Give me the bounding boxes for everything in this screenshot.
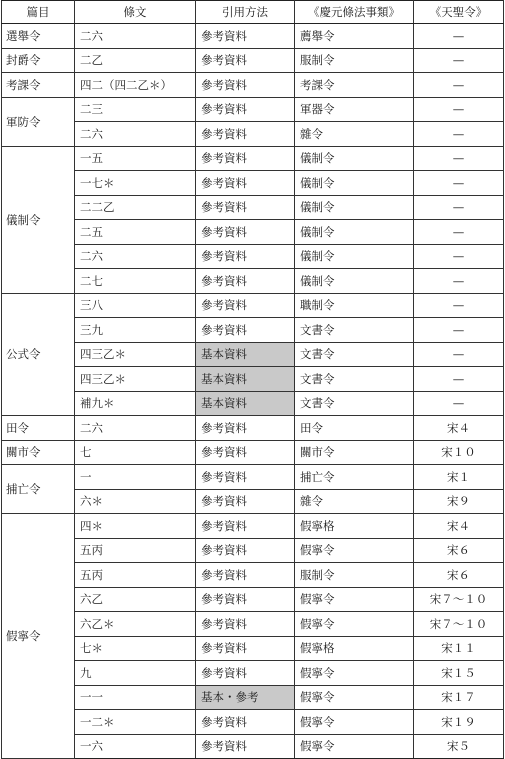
tiansheng-cell: 宋５ [414, 734, 504, 759]
tiansheng-cell: 宋１０ [414, 440, 504, 465]
table-row [2, 146, 504, 171]
article-cell: 二乙 [75, 48, 196, 73]
chapter-name: 儀制令 [2, 146, 75, 293]
chapter-name: 選舉令 [2, 24, 75, 49]
citation-method-cell: 參考資料 [196, 269, 295, 294]
citation-method-cell: 參考資料 [196, 195, 295, 220]
article-cell: 四三乙＊ [75, 342, 196, 367]
table-row [2, 195, 504, 220]
chapter-name: 軍防令 [2, 97, 75, 146]
qingyuan-cell: 假寧格 [295, 514, 414, 539]
qingyuan-cell: 儀制令 [295, 171, 414, 196]
qingyuan-cell: 軍器令 [295, 97, 414, 122]
tiansheng-cell: 宋１９ [414, 710, 504, 735]
qingyuan-cell: 假寧令 [295, 612, 414, 637]
table-row [2, 73, 504, 98]
qingyuan-cell: 文書令 [295, 367, 414, 392]
table-row [2, 563, 504, 588]
article-cell: 四＊ [75, 514, 196, 539]
citation-method-cell: 基本・參考 [196, 685, 295, 710]
citation-method-cell: 參考資料 [196, 48, 295, 73]
table-row [2, 318, 504, 343]
citation-method-cell: 參考資料 [196, 538, 295, 563]
header-citation-method: 引用方法 [196, 1, 295, 24]
qingyuan-cell: 儀制令 [295, 195, 414, 220]
tiansheng-cell: — [414, 220, 504, 245]
tiansheng-cell: 宋６ [414, 538, 504, 563]
qingyuan-cell: 假寧格 [295, 636, 414, 661]
citation-method-cell: 參考資料 [196, 612, 295, 637]
qingyuan-cell: 職制令 [295, 293, 414, 318]
article-cell: 一五 [75, 146, 196, 171]
qingyuan-cell: 假寧令 [295, 587, 414, 612]
table-row [2, 489, 504, 514]
article-cell: 二三 [75, 97, 196, 122]
table-row [2, 171, 504, 196]
citation-method-cell: 參考資料 [196, 24, 295, 49]
tiansheng-cell: 宋１１ [414, 636, 504, 661]
citation-method-cell: 基本資料 [196, 342, 295, 367]
article-cell: 三八 [75, 293, 196, 318]
tiansheng-cell: 宋４ [414, 416, 504, 441]
tiansheng-cell: 宋１ [414, 465, 504, 490]
article-cell: 九 [75, 661, 196, 686]
qingyuan-cell: 田令 [295, 416, 414, 441]
citation-method-cell: 參考資料 [196, 440, 295, 465]
qingyuan-cell: 假寧令 [295, 538, 414, 563]
qingyuan-cell: 薦舉令 [295, 24, 414, 49]
qingyuan-cell: 雜令 [295, 489, 414, 514]
tiansheng-cell: — [414, 269, 504, 294]
article-cell: 一一 [75, 685, 196, 710]
citation-method-cell: 參考資料 [196, 489, 295, 514]
table-row [2, 24, 504, 49]
table-row [2, 269, 504, 294]
qingyuan-cell: 服制令 [295, 48, 414, 73]
tiansheng-cell: — [414, 293, 504, 318]
qingyuan-cell: 假寧令 [295, 685, 414, 710]
qingyuan-cell: 考課令 [295, 73, 414, 98]
qingyuan-cell: 文書令 [295, 318, 414, 343]
citation-method-cell: 參考資料 [196, 122, 295, 147]
table-row [2, 122, 504, 147]
tiansheng-cell: 宋４ [414, 514, 504, 539]
tiansheng-cell: — [414, 48, 504, 73]
table-row [2, 587, 504, 612]
article-cell: 三九 [75, 318, 196, 343]
qingyuan-cell: 文書令 [295, 342, 414, 367]
table-row [2, 685, 504, 710]
tiansheng-cell: 宋９ [414, 489, 504, 514]
chapter-name: 關市令 [2, 440, 75, 465]
table-row [2, 538, 504, 563]
article-cell: 一二＊ [75, 710, 196, 735]
qingyuan-cell: 關市令 [295, 440, 414, 465]
table-row [2, 220, 504, 245]
table-row [2, 367, 504, 392]
chapter-name: 田令 [2, 416, 75, 441]
citation-method-cell: 參考資料 [196, 514, 295, 539]
tiansheng-cell: — [414, 244, 504, 269]
tiansheng-cell: — [414, 97, 504, 122]
citation-method-cell: 參考資料 [196, 734, 295, 759]
article-cell: 五丙 [75, 538, 196, 563]
qingyuan-cell: 假寧令 [295, 734, 414, 759]
article-cell: 七 [75, 440, 196, 465]
article-cell: 一七＊ [75, 171, 196, 196]
citation-method-cell: 參考資料 [196, 244, 295, 269]
table-header-row [2, 1, 504, 24]
article-cell: 六乙＊ [75, 612, 196, 637]
tiansheng-cell: 宋６ [414, 563, 504, 588]
table-row [2, 391, 504, 416]
article-cell: 四三乙＊ [75, 367, 196, 392]
header-tiansheng-ling: 《天聖令》 [414, 1, 504, 24]
table-row [2, 244, 504, 269]
header-pianmu: 篇目 [2, 1, 75, 24]
citation-method-cell: 參考資料 [196, 97, 295, 122]
article-cell: 一 [75, 465, 196, 490]
citation-method-cell: 基本資料 [196, 367, 295, 392]
table-row [2, 465, 504, 490]
citation-method-cell: 參考資料 [196, 293, 295, 318]
table-row [2, 440, 504, 465]
citation-method-cell: 參考資料 [196, 661, 295, 686]
table-row [2, 514, 504, 539]
tiansheng-cell: — [414, 391, 504, 416]
header-qingyuan-tiaofa-shilei: 《慶元條法事類》 [295, 1, 414, 24]
article-cell: 六乙 [75, 587, 196, 612]
article-cell: 一六 [75, 734, 196, 759]
qingyuan-cell: 捕亡令 [295, 465, 414, 490]
citation-method-cell: 參考資料 [196, 465, 295, 490]
article-cell: 補九＊ [75, 391, 196, 416]
table-row [2, 710, 504, 735]
chapter-name: 封爵令 [2, 48, 75, 73]
chapter-name: 考課令 [2, 73, 75, 98]
article-cell: 二七 [75, 269, 196, 294]
table-row [2, 612, 504, 637]
article-cell: 四二（四二乙＊） [75, 73, 196, 98]
qingyuan-cell: 雜令 [295, 122, 414, 147]
chapter-name: 假寧令 [2, 514, 75, 759]
article-cell: 二六 [75, 416, 196, 441]
chapter-name: 捕亡令 [2, 465, 75, 514]
table-row [2, 661, 504, 686]
qingyuan-cell: 儀制令 [295, 220, 414, 245]
article-cell: 七＊ [75, 636, 196, 661]
citation-method-cell: 基本資料 [196, 391, 295, 416]
table-body [2, 24, 504, 759]
qingyuan-cell: 假寧令 [295, 661, 414, 686]
tiansheng-cell: — [414, 342, 504, 367]
article-cell: 二五 [75, 220, 196, 245]
qingyuan-cell: 文書令 [295, 391, 414, 416]
tiansheng-cell: 宋７～１０ [414, 587, 504, 612]
chapter-name: 公式令 [2, 293, 75, 416]
statute-comparison-table [1, 0, 504, 759]
citation-method-cell: 參考資料 [196, 220, 295, 245]
tiansheng-cell: — [414, 122, 504, 147]
table-row [2, 416, 504, 441]
article-cell: 二六 [75, 24, 196, 49]
tiansheng-cell: 宋７～１０ [414, 612, 504, 637]
article-cell: 二二乙 [75, 195, 196, 220]
qingyuan-cell: 儀制令 [295, 269, 414, 294]
citation-method-cell: 參考資料 [196, 587, 295, 612]
citation-method-cell: 參考資料 [196, 710, 295, 735]
table-row [2, 342, 504, 367]
article-cell: 五丙 [75, 563, 196, 588]
table-row [2, 97, 504, 122]
citation-method-cell: 參考資料 [196, 146, 295, 171]
tiansheng-cell: — [414, 318, 504, 343]
citation-method-cell: 參考資料 [196, 563, 295, 588]
citation-method-cell: 參考資料 [196, 171, 295, 196]
qingyuan-cell: 假寧令 [295, 710, 414, 735]
tiansheng-cell: — [414, 171, 504, 196]
header-tiaowen: 條文 [75, 1, 196, 24]
table-row [2, 48, 504, 73]
citation-method-cell: 參考資料 [196, 636, 295, 661]
table-row [2, 293, 504, 318]
article-cell: 六＊ [75, 489, 196, 514]
citation-method-cell: 參考資料 [196, 416, 295, 441]
article-cell: 二六 [75, 244, 196, 269]
tiansheng-cell: — [414, 367, 504, 392]
tiansheng-cell: — [414, 195, 504, 220]
tiansheng-cell: 宋１７ [414, 685, 504, 710]
citation-method-cell: 參考資料 [196, 73, 295, 98]
tiansheng-cell: — [414, 146, 504, 171]
table-row [2, 734, 504, 759]
citation-method-cell: 參考資料 [196, 318, 295, 343]
qingyuan-cell: 儀制令 [295, 146, 414, 171]
tiansheng-cell: — [414, 24, 504, 49]
tiansheng-cell: — [414, 73, 504, 98]
tiansheng-cell: 宋１５ [414, 661, 504, 686]
qingyuan-cell: 服制令 [295, 563, 414, 588]
table-row [2, 636, 504, 661]
qingyuan-cell: 儀制令 [295, 244, 414, 269]
article-cell: 二六 [75, 122, 196, 147]
